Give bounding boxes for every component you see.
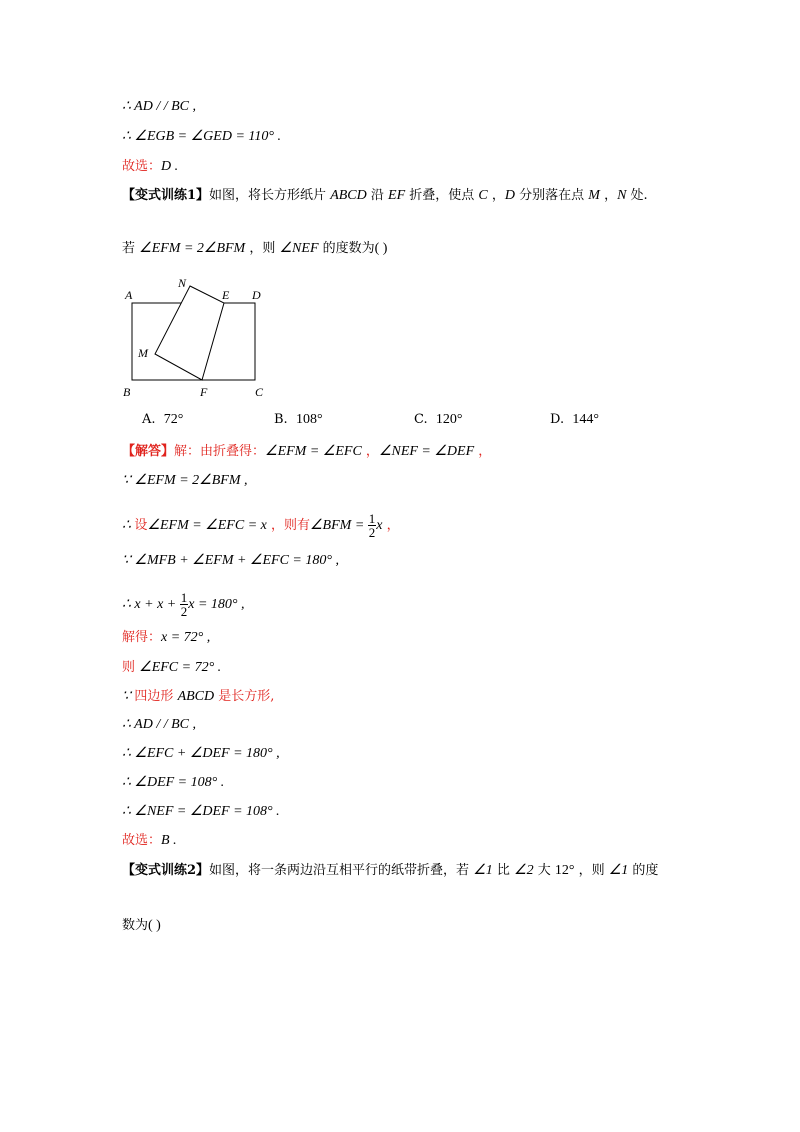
- answer-blank: ( ): [374, 241, 388, 256]
- answer-label: 故选：: [122, 159, 162, 174]
- q-math: C: [478, 188, 488, 203]
- q-text: 分别落在点: [515, 188, 589, 203]
- s-text: 是长方形,: [214, 689, 275, 704]
- s-text: ，: [474, 444, 492, 459]
- answer-value: B .: [161, 833, 177, 848]
- solution-line8: [122, 688, 274, 706]
- q-math: ∠1: [608, 863, 629, 878]
- q-text: 数为: [122, 918, 149, 933]
- solution-line5: [122, 591, 245, 618]
- q-text: 若: [122, 241, 140, 256]
- answer-label: 故选：: [122, 833, 162, 848]
- solution-line7: [122, 659, 221, 677]
- s-math: ∠EFM = ∠EFC: [265, 444, 362, 459]
- label-e: E: [222, 288, 230, 302]
- solution-line9: ∴ AD / / BC ,: [122, 717, 196, 732]
- problem2-question-line2: [122, 917, 161, 935]
- fold-figure: [118, 276, 278, 401]
- q-text: ，则: [245, 241, 280, 256]
- line-angle-egb: ∴ ∠EGB = ∠GED = 110° .: [122, 129, 281, 144]
- problem1-question-line2: [122, 240, 387, 258]
- option-value: 108°: [295, 412, 323, 427]
- q-math: ABCD: [330, 188, 367, 203]
- s-text: ，则有: [266, 518, 310, 533]
- option-d: [550, 412, 599, 428]
- s-text: ，: [361, 444, 379, 459]
- label-m: M: [138, 346, 148, 360]
- s-math: ∠EFC = 72° .: [139, 660, 222, 675]
- q-math: M: [588, 188, 600, 203]
- solution-line12: ∴ ∠NEF = ∠DEF = 108° .: [122, 804, 280, 819]
- s-math: x = 180° ,: [188, 597, 245, 612]
- line-parallel-1: ∴ AD / / BC ,: [122, 99, 196, 114]
- option-value: 120°: [435, 412, 463, 427]
- problem2-question-line1: [122, 862, 658, 880]
- s-text: ，: [382, 518, 400, 533]
- s-text: 则: [122, 660, 140, 675]
- q-math: ∠EFM = 2∠BFM: [139, 241, 246, 256]
- solution-line4: ∵ ∠MFB + ∠EFM + ∠EFC = 180° ,: [122, 553, 339, 568]
- s-math: x: [376, 518, 383, 533]
- q-text: 大: [533, 863, 555, 878]
- answer-blank: ( ): [148, 918, 161, 933]
- option-value: 144°: [572, 412, 599, 427]
- s-text: 解：由折叠得：: [174, 444, 266, 459]
- option-letter: B.: [274, 412, 288, 427]
- s-math: ABCD: [177, 689, 215, 704]
- fraction-half: [368, 512, 377, 539]
- solution-line1: [122, 443, 491, 461]
- frac-num: 1: [368, 511, 376, 526]
- q-math: 12°: [554, 863, 575, 878]
- q-text: ，则: [574, 863, 609, 878]
- solution-line6: [122, 629, 210, 647]
- q-text: 沿: [366, 188, 389, 203]
- frac-den: 2: [180, 604, 188, 619]
- q-text: 折叠，使点: [405, 188, 479, 203]
- q-text: 处.: [626, 188, 648, 203]
- s-math: ∵: [122, 689, 135, 704]
- q-math: EF: [388, 188, 406, 203]
- q-math: ∠2: [514, 863, 534, 878]
- option-letter: C.: [414, 412, 428, 427]
- option-value: 72°: [163, 412, 184, 427]
- solution-line2: ∵ ∠EFM = 2∠BFM ,: [122, 473, 248, 488]
- q-math: ∠NEF: [279, 241, 319, 256]
- option-b: [274, 412, 323, 428]
- s-math: ∠EFM = ∠EFC = x: [147, 518, 267, 533]
- fraction-half: [180, 591, 189, 618]
- q-text: 的度: [628, 863, 659, 878]
- s-text: 四边形: [134, 689, 178, 704]
- frac-num: 1: [180, 590, 188, 605]
- folded-part-nefm: [155, 286, 224, 380]
- label-c: C: [255, 385, 264, 399]
- s-math: ∠NEF = ∠DEF: [378, 444, 475, 459]
- q-text: ，: [599, 188, 618, 203]
- q-text: 如图，将长方形纸片: [209, 188, 331, 203]
- frac-den: 2: [368, 525, 376, 540]
- label-f: F: [200, 385, 208, 399]
- solution-tag: 【解答】: [122, 444, 175, 459]
- s-text: 设: [134, 518, 148, 533]
- solution-answer: [122, 832, 177, 850]
- s-math: ∴: [122, 518, 135, 533]
- q-text: ，: [487, 188, 505, 203]
- option-letter: D.: [550, 412, 565, 427]
- s-text: 解得：: [122, 630, 162, 645]
- problem2-tag: 【变式训练2】: [122, 863, 210, 878]
- label-a: A: [125, 288, 133, 302]
- label-d: D: [252, 288, 261, 302]
- q-text: 如图，将一条两边沿互相平行的纸带折叠，若: [209, 863, 474, 878]
- option-letter: A.: [142, 412, 156, 427]
- s-math: ∠BFM =: [310, 518, 368, 533]
- problem1-question-line1: [122, 187, 648, 205]
- line-answer-d: [122, 158, 178, 176]
- q-text: 比: [492, 863, 515, 878]
- label-n: N: [178, 276, 187, 290]
- s-math: x = 72° ,: [161, 630, 211, 645]
- q-text: 的度数为: [318, 241, 375, 256]
- q-math: ∠1: [473, 863, 493, 878]
- solution-line11: ∴ ∠DEF = 108° .: [122, 775, 225, 790]
- problem1-tag: 【变式训练1】: [122, 188, 210, 203]
- q-math: N: [617, 188, 627, 203]
- s-math: ∴ x + x +: [122, 597, 180, 612]
- answer-value: D .: [161, 159, 179, 174]
- option-c: [414, 412, 463, 428]
- solution-line10: ∴ ∠EFC + ∠DEF = 180° ,: [122, 746, 280, 761]
- q-math: D: [504, 188, 515, 203]
- option-a: [142, 412, 183, 428]
- solution-line3: [122, 512, 400, 539]
- label-b: B: [123, 385, 131, 399]
